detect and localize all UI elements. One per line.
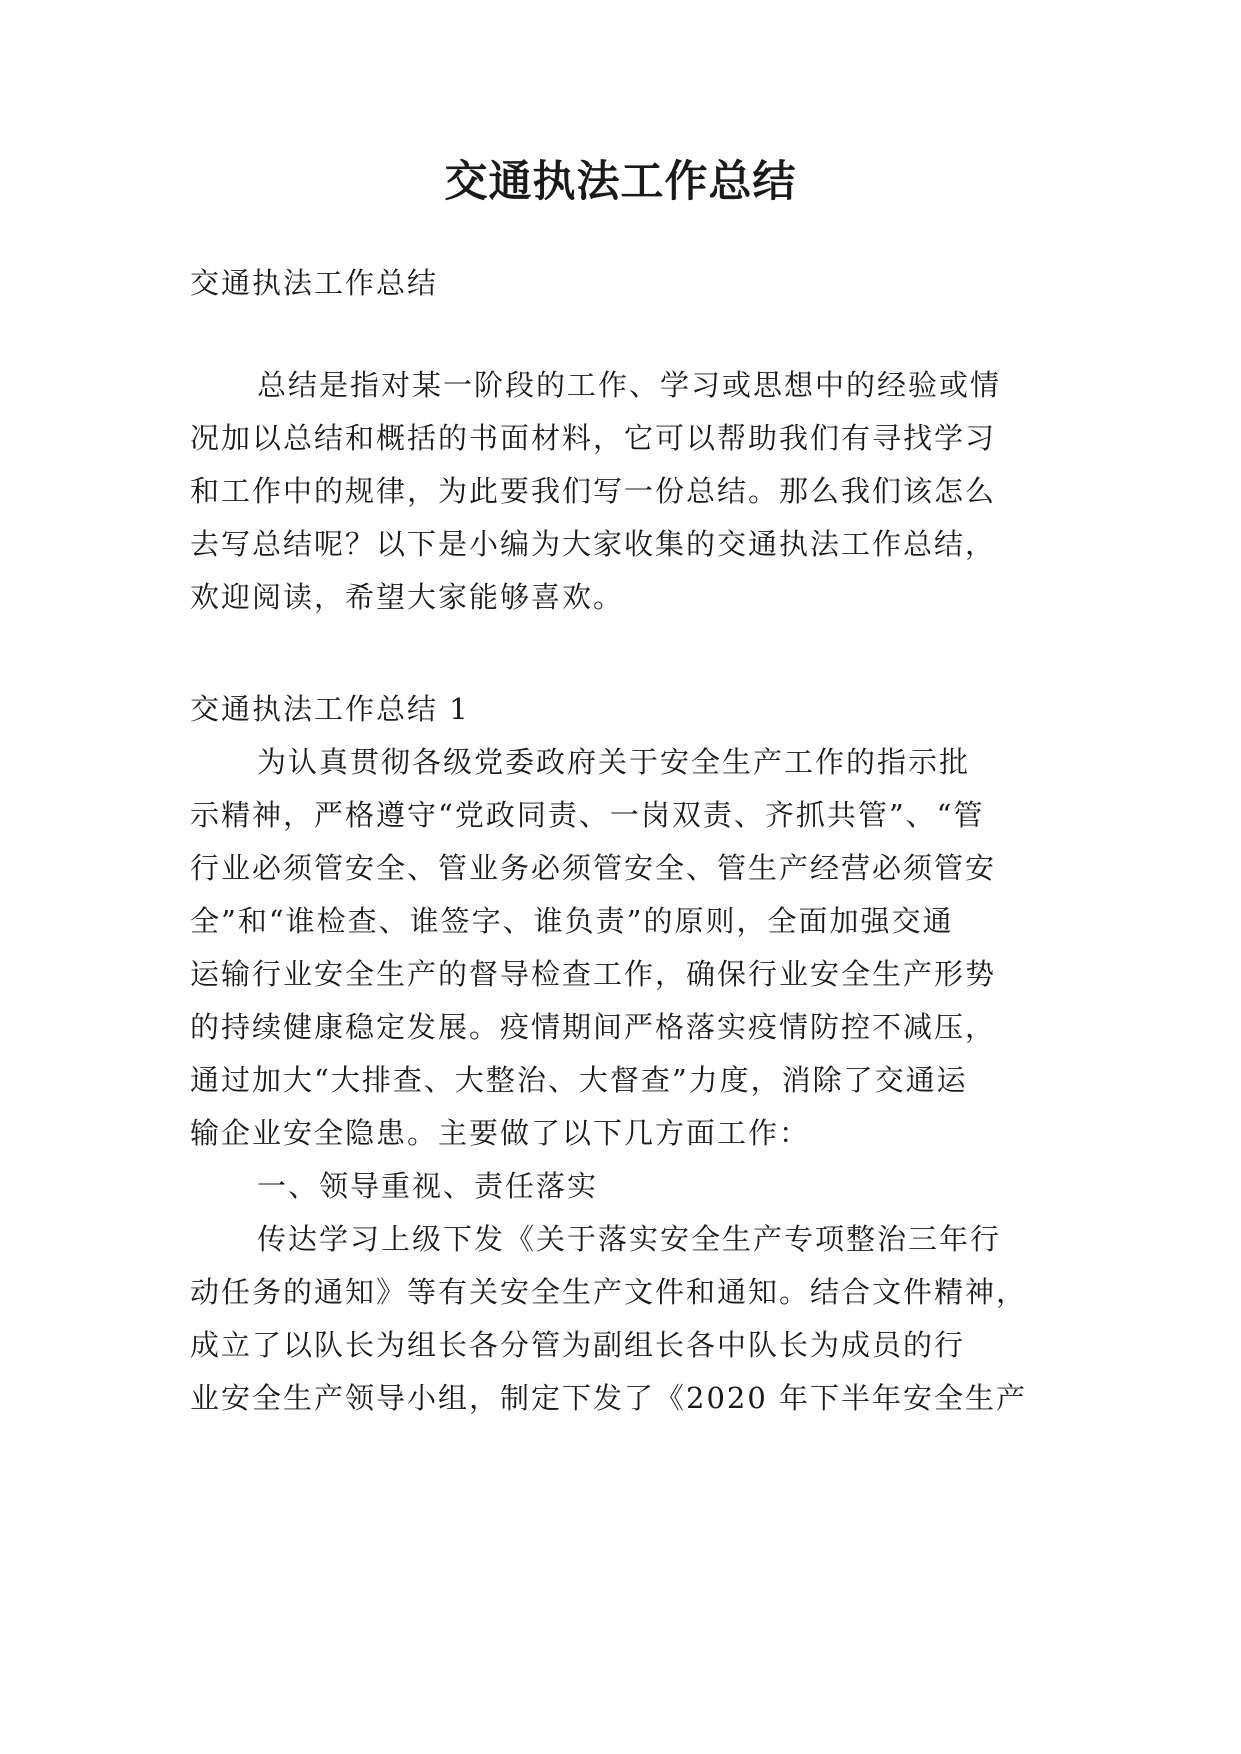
intro-line-4: 去写总结呢？以下是小编为大家收集的交通执法工作总结， <box>190 527 997 561</box>
para2-line-3: 成立了以队长为组长各分管为副组长各中队长为成员的行 <box>190 1328 966 1362</box>
intro-line-5: 欢迎阅读，希望大家能够喜欢。 <box>190 580 625 614</box>
intro-line-1: 总结是指对某一阶段的工作、学习或思想中的经验或情 <box>257 368 1002 402</box>
subheading-1: 一、领导重视、责任落实 <box>257 1169 599 1203</box>
section1-line-1: 为认真贯彻各级党委政府关于安全生产工作的指示批 <box>257 745 971 779</box>
para2-line-2: 动任务的通知》等有关安全生产文件和通知。结合文件精神， <box>190 1275 1028 1309</box>
para2-line-4: 业安全生产领导小组，制定下发了《2020 年下半年安全生产 <box>190 1381 1028 1415</box>
intro-line-2: 况加以总结和概括的书面材料，它可以帮助我们有寻找学习 <box>190 421 997 455</box>
section1-line-7: 通过加大“大排查、大整治、大督查”力度，消除了交通运 <box>190 1063 968 1097</box>
document-subtitle: 交通执法工作总结 <box>190 266 439 300</box>
section1-line-6: 的持续健康稳定发展。疫情期间严格落实疫情防控不减压， <box>190 1010 997 1044</box>
section1-line-2: 示精神，严格遵守“党政同责、一岗双责、齐抓共管”、“管 <box>190 798 985 832</box>
section1-line-8: 输企业安全隐患。主要做了以下几方面工作： <box>190 1116 811 1150</box>
section1-line-4: 全”和“谁检查、谁签字、谁负责”的原则，全面加强交通 <box>190 904 954 938</box>
section1-line-3: 行业必须管安全、管业务必须管安全、管生产经营必须管安 <box>190 851 997 885</box>
section1-line-5: 运输行业安全生产的督导检查工作，确保行业安全生产形势 <box>190 957 997 991</box>
section1-heading: 交通执法工作总结 1 <box>190 692 470 726</box>
intro-line-3: 和工作中的规律，为此要我们写一份总结。那么我们该怎么 <box>190 474 997 508</box>
document-title: 交通执法工作总结 <box>444 157 797 207</box>
para2-line-1: 传达学习上级下发《关于落实安全生产专项整治三年行 <box>257 1222 1002 1256</box>
